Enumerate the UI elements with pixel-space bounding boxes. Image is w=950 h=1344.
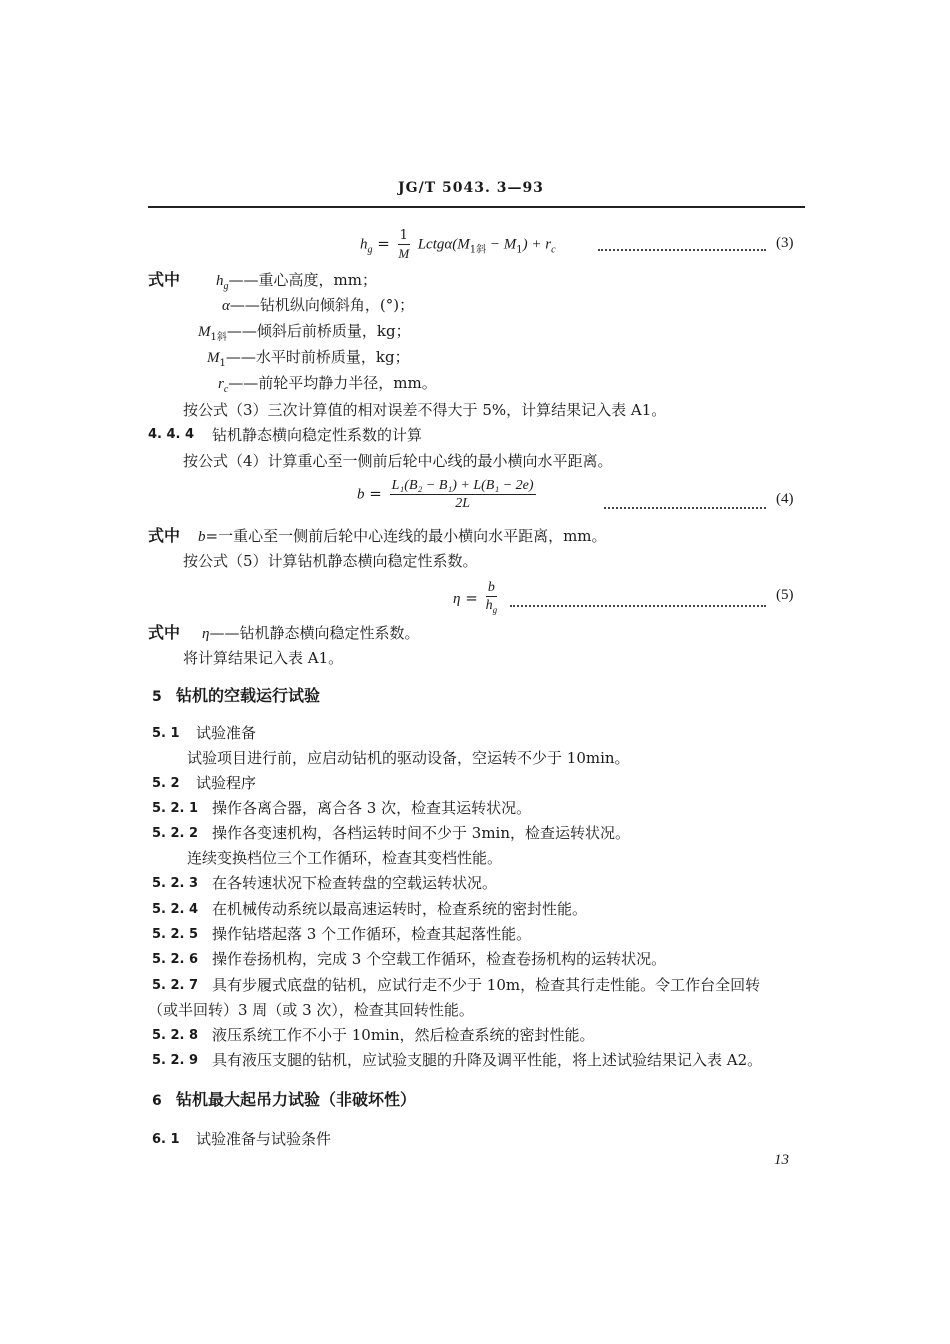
where-b-definition: b=一重心至一侧前后轮中心连线的最小横向水平距离，mm。 — [198, 527, 607, 545]
item-5-2-7-number: 5. 2. 7 — [152, 978, 199, 993]
formula-3-tail: ) + r — [522, 236, 552, 253]
formula-5-denominator: h — [485, 598, 493, 613]
item-5-2-4-number: 5. 2. 4 — [152, 902, 199, 917]
formula-5-lhs: η — [453, 590, 461, 607]
section-5-1-title: 试验准备 — [196, 724, 257, 742]
where-item-4: $M_1——$水平时前桥质量，kg； — [207, 348, 410, 369]
section-6-1-number: 6. 1 — [152, 1132, 180, 1147]
formula-4-denominator: 2L — [455, 496, 470, 511]
section-6-1-title: 试验准备与试验条件 — [196, 1130, 332, 1148]
formula-5-numerator: b — [486, 580, 498, 597]
item-5-2-1-text: 操作各离合器，离合各 3 次，检查其运转状况。 — [212, 799, 532, 817]
item-5-2-2-number: 5. 2. 2 — [152, 826, 199, 841]
section-5-1-number: 5. 1 — [152, 726, 180, 741]
formula-5-leader — [510, 598, 766, 617]
formula-3-sub2: 1 — [516, 244, 523, 256]
formula-3-body: Lctgα(M — [417, 236, 470, 253]
formula-5-label: (5) — [776, 587, 794, 603]
formula-3-eq: = — [377, 234, 390, 253]
item-5-2-2-continuation: 连续变换档位三个工作循环，检查其变档性能。 — [187, 849, 503, 867]
section-4-4-4-title: 钻机静态横向稳定性系数的计算 — [212, 426, 423, 444]
paragraph-formula-3-note: 按公式（3）三次计算值的相对误差不得大于 5%，计算结果记入表 A1。 — [183, 401, 667, 419]
formula-3-sub1: 1斜 — [469, 244, 487, 256]
where-intro-1: 式中 — [148, 270, 181, 289]
section-5-number: 5 — [152, 689, 162, 705]
formula-3-frac-den: M — [398, 246, 410, 261]
item-5-2-4-text: 在机械传动系统以最高速运转时，检查系统的密封性能。 — [212, 900, 588, 918]
paragraph-formula-4-intro: 按公式（4）计算重心至一侧前后轮中心线的最小横向水平距离。 — [183, 452, 613, 470]
item-5-2-5-text: 操作钻塔起落 3 个工作循环，检查其起落性能。 — [212, 925, 532, 943]
item-5-2-3-text: 在各转速状况下检查转盘的空载运转状况。 — [212, 874, 498, 892]
where-item-5: $r_c——$前轮平均静力半径，mm。 — [218, 374, 437, 395]
item-5-2-3-number: 5. 2. 3 — [152, 876, 199, 891]
formula-3 — [360, 228, 556, 261]
formula-3-mid: − M — [486, 236, 517, 253]
formula-3-frac-num: 1 — [399, 228, 408, 243]
formula-4-numerator: L₁(B₂ − B₁) + L(B₁ − 2e) — [391, 478, 534, 493]
formula-3-leader — [598, 242, 766, 261]
where-item-3: $M_{1斜}——$倾斜后前桥质量，kg； — [198, 322, 411, 343]
section-4-4-4-number: 4. 4. 4 — [148, 427, 195, 442]
formula-5-eq: = — [465, 588, 478, 607]
item-5-2-6-number: 5. 2. 6 — [152, 952, 199, 967]
formula-4 — [357, 478, 539, 511]
header-rule — [148, 206, 805, 208]
item-5-2-7-continuation: （或半回转）3 周（或 3 次），检查其回转性能。 — [148, 1001, 474, 1019]
item-5-2-2-text: 操作各变速机构，各档运转时间不少于 3min，检查运转状况。 — [212, 824, 630, 842]
page-number: 13 — [774, 1152, 789, 1168]
item-5-2-8-number: 5. 2. 8 — [152, 1028, 199, 1043]
section-6-number: 6 — [152, 1093, 162, 1109]
formula-3-lhs: h — [360, 236, 368, 253]
section-5-2-number: 5. 2 — [152, 776, 180, 791]
item-5-2-9-text: 具有液压支腿的钻机，应试验支腿的升降及调平性能，将上述试验结果记入表 A2。 — [212, 1051, 763, 1069]
paragraph-record-a1: 将计算结果记入表 A1。 — [183, 649, 344, 667]
formula-4-lhs: b — [357, 486, 365, 503]
item-5-2-5-number: 5. 2. 5 — [152, 927, 199, 942]
section-6-title: 钻机最大起吊力试验（非破坏性） — [176, 1090, 417, 1109]
where-item-2: α——钻机纵向倾斜角，(°)； — [222, 296, 415, 314]
formula-4-label: (4) — [776, 491, 794, 507]
section-5-title: 钻机的空载运行试验 — [176, 686, 321, 705]
where-intro-2: 式中 — [148, 526, 181, 545]
item-5-2-8-text: 液压系统工作不小于 10min，然后检查系统的密封性能。 — [212, 1026, 595, 1044]
paragraph-formula-5-intro: 按公式（5）计算钻机静态横向稳定性系数。 — [183, 552, 478, 570]
formula-4-leader — [604, 500, 766, 519]
item-5-2-7-text: 具有步履式底盘的钻机，应试行走不少于 10m，检查其行走性能。令工作台全回转 — [212, 976, 761, 994]
where-intro-3: 式中 — [148, 623, 181, 642]
document-code: JG/T 5043. 3—93 — [398, 180, 544, 196]
formula-3-lhs-sub: g — [367, 244, 373, 256]
item-5-2-9-number: 5. 2. 9 — [152, 1053, 199, 1068]
formula-5: η = $\frac{b}{h_g}$ — [453, 580, 498, 615]
section-5-2-title: 试验程序 — [196, 774, 257, 792]
formula-3-label: (3) — [776, 235, 794, 251]
item-5-2-1-number: 5. 2. 1 — [152, 801, 199, 816]
paragraph-5-1: 试验项目进行前，应启动钻机的驱动设备，空运转不少于 10min。 — [187, 749, 630, 767]
where-item-1: $h_g——$重心高度，mm； — [216, 271, 377, 292]
formula-4-eq: = — [369, 484, 382, 503]
item-5-2-6-text: 操作卷扬机构，完成 3 个空载工作循环，检查卷扬机构的运转状况。 — [212, 950, 667, 968]
formula-3-sub3: c — [551, 244, 556, 256]
where-eta-definition: η——钻机静态横向稳定性系数。 — [202, 624, 420, 642]
